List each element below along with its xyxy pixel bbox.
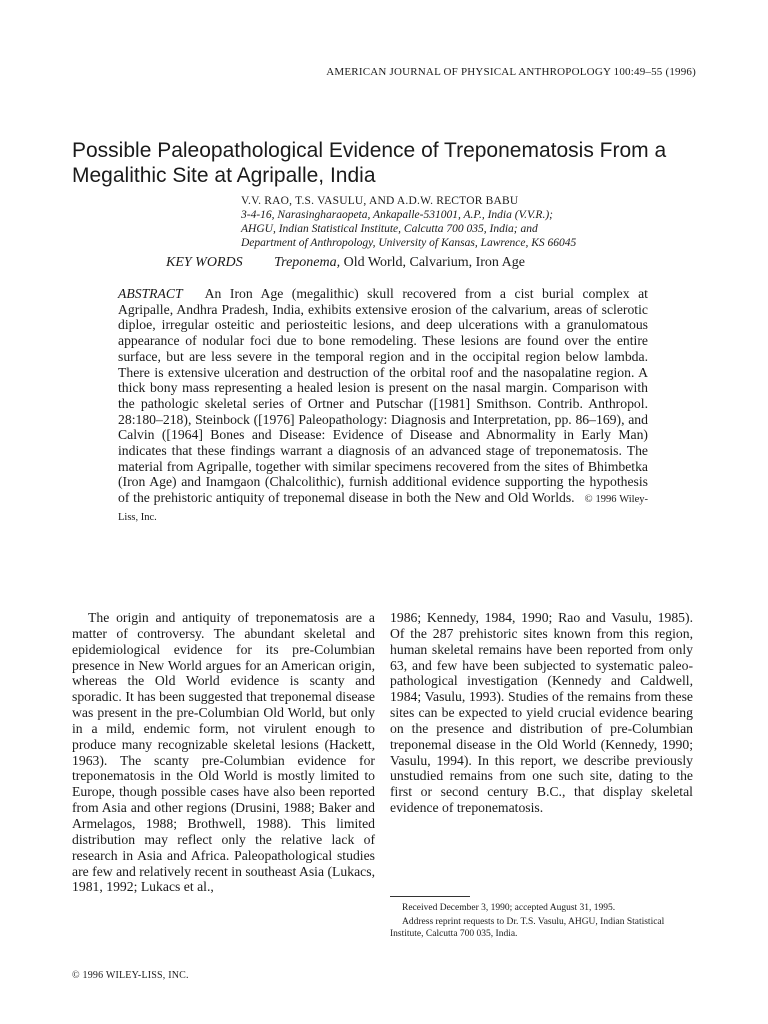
abstract-copyright: © 1996 Wiley-Liss, Inc. <box>118 494 648 523</box>
intro-paragraph: The origin and antiquity of treponematosis are a matter of controversy. The abundant skeletal and epidemiological evidence for its pre-Columbian presence in New World argues for an American origin, whereas the Old World evidence is scanty and sporadic. It has been suggested that treponemal disease was present in the pre-Columbian Old World, but only in a mild, endemic form, not virulent enough to produce many recognizable skeletal lesions (Hackett, 1963). The scanty pre-Columbian evidence for treponematosis in the Old World is mostly limited to Europe, though possible cases have also been reported from Asia and other regions (Drusini, 1988; Baker and Armelagos, 1988; Brothwell, 1988). This limited distribution may reflect only the relative lack of research in Asia and Africa. Paleopathological studies are few and relatively recent in southeast Asia (Lukacs, 1981, 1992; Lukacs et al., <box>72 610 375 895</box>
abstract-label: ABSTRACT <box>118 286 183 301</box>
abstract <box>118 286 648 526</box>
received-note: Received December 3, 1990; accepted August 31, 1995. <box>402 903 616 913</box>
page-footer-copyright: © 1996 WILEY-LISS, INC. <box>72 970 189 981</box>
footnotes <box>390 902 700 942</box>
body-column-right <box>390 610 693 816</box>
keywords-rest: Old World, Calvarium, Iron Age <box>343 255 525 270</box>
keywords-line <box>166 255 726 271</box>
affiliation-1: 3-4-16, Narasingharaopeta, Ankapalle-531001, A.P., India (V.V.R.); <box>241 209 553 221</box>
author-block <box>241 194 711 250</box>
author-names: V.V. RAO, T.S. VASULU, AND A.D.W. RECTOR BABU <box>241 195 519 207</box>
footnote-divider <box>390 896 470 897</box>
article-title: Possible Paleopathological Evidence of Treponematosis From a Megalithic Site at Agripalle, India <box>72 139 667 187</box>
affiliation-2: AHGU, Indian Statistical Institute, Calcutta 700 035, India; and <box>241 223 538 235</box>
keywords-label: KEY WORDS <box>166 255 243 270</box>
running-head: AMERICAN JOURNAL OF PHYSICAL ANTHROPOLOGY 100:49–55 (1996) <box>326 66 696 78</box>
reprint-note: Address reprint requests to Dr. T.S. Vasulu, AHGU, Indian Statistical Institute, Calcutta 700 035, India. <box>390 917 665 939</box>
intro-paragraph-continued: 1986; Kennedy, 1984, 1990; Rao and Vasulu, 1985). Of the 287 prehistoric sites known from this region, human skeletal remains have been reported from only 63, and few have been subjected to systematic paleopathological investigation (Kennedy and Caldwell, 1984; Vasulu, 1993). Studies of the remains from these sites can be expected to yield crucial evidence bearing on the presence and distribution of pre-Columbian treponemal disease in the Old World (Kennedy, 1990; Vasulu, 1994). In this report, we describe previously unstudied remains from one such site, dating to the first or second century B.C., that display skeletal evidence of treponematosis. <box>390 610 693 816</box>
body-column-left <box>72 610 375 895</box>
keyword-first: Treponema, <box>274 255 341 270</box>
affiliation-3: Department of Anthropology, University of Kansas, Lawrence, KS 66045 <box>241 237 577 249</box>
abstract-text: An Iron Age (megalithic) skull recovered from a cist burial complex at Agripalle, Andhra Pradesh, India, exhibits extensive erosion of the calvarium, areas of sclerotic diploe, irregular osteitic and periosteitic lesions, and deep ulcerations with a granulomatous appearance of nodular foci due to bone remodeling. These lesions are found over the entire surface, but are less severe in the temporal region and in the occipital region below lambda. There is extensive ulceration and destruction of the orbital roof and the nasopalatine region. A thick bony mass representing a healed lesion is present on the nasal margin. Comparison with the pathologic skeletal series of Ortner and Putschar ([1981] Smithson. Contrib. Anthropol. 28:180–218), Steinbock ([1976] Paleopathology: Diagnosis and Interpretation, pp. 86–169), and Calvin ([1964] Bones and Disease: Evidence of Disease and Abnormality in Early Man) indicates that these findings warrant a diagnosis of an advanced stage of treponematosis. The material from Agripalle, together with similar specimens recovered from the sites of Bhimbetka (Iron Age) and Inamgaon (Chalcolithic), furnish additional evidence supporting the hypothesis of the prehistoric antiquity of treponemal disease in both the New and Old Worlds. <box>118 286 648 506</box>
